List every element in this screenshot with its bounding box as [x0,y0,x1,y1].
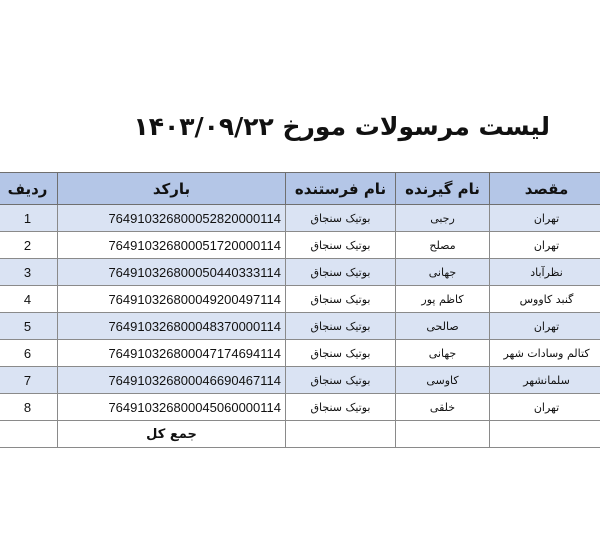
cell-sender: بوتیک سنجاق [286,367,396,394]
cell-sender: بوتیک سنجاق [286,394,396,421]
table-row [0,259,600,286]
cell-barcode: 764910326800049200497114 [58,286,286,313]
cell-sender: بوتیک سنجاق [286,205,396,232]
cell-receiver: مصلح [396,232,490,259]
cell-row-number: 7 [0,367,58,394]
table-row [0,394,600,421]
cell-row-number: 2 [0,232,58,259]
table-header-row [0,173,600,205]
cell-receiver: رجبی [396,205,490,232]
cell-barcode: 764910326800047174694114 [58,340,286,367]
cell-destination: کتالم وسادات شهر [490,340,600,367]
total-empty-cell [490,421,600,448]
total-empty-cell [286,421,396,448]
header-row: ردیف [0,173,58,205]
table-row [0,232,600,259]
cell-row-number: 4 [0,286,58,313]
cell-destination: تهران [490,232,600,259]
header-barcode: بارکد [58,173,286,205]
cell-barcode: 764910326800048370000114 [58,313,286,340]
shipments-table [0,172,600,448]
header-destination: مقصد [490,173,600,205]
table-row [0,205,600,232]
total-empty-cell [0,421,58,448]
cell-receiver: کاوسی [396,367,490,394]
total-empty-cell [396,421,490,448]
cell-destination: تهران [490,313,600,340]
cell-row-number: 6 [0,340,58,367]
header-receiver: نام گیرنده [396,173,490,205]
cell-receiver: جهانی [396,259,490,286]
cell-sender: بوتیک سنجاق [286,340,396,367]
cell-receiver: صالحی [396,313,490,340]
total-row [0,421,600,448]
cell-destination: تهران [490,205,600,232]
cell-destination: سلمانشهر [490,367,600,394]
table-row [0,367,600,394]
table-row [0,313,600,340]
page-title: لیست مرسولات مورخ ۱۴۰۳/۰۹/۲۲ [133,112,550,141]
cell-barcode: 764910326800051720000114 [58,232,286,259]
cell-receiver: جهانی [396,340,490,367]
cell-destination: نظرآباد [490,259,600,286]
table-row [0,340,600,367]
cell-destination: گنبد کاووس [490,286,600,313]
cell-sender: بوتیک سنجاق [286,286,396,313]
header-sender: نام فرستنده [286,173,396,205]
cell-destination: تهران [490,394,600,421]
cell-row-number: 8 [0,394,58,421]
cell-sender: بوتیک سنجاق [286,313,396,340]
cell-row-number: 5 [0,313,58,340]
cell-row-number: 3 [0,259,58,286]
cell-row-number: 1 [0,205,58,232]
cell-barcode: 764910326800046690467114 [58,367,286,394]
cell-receiver: کاظم پور [396,286,490,313]
cell-barcode: 764910326800045060000114 [58,394,286,421]
table-row [0,286,600,313]
cell-barcode: 764910326800052820000114 [58,205,286,232]
total-label: جمع کل [58,421,286,448]
cell-sender: بوتیک سنجاق [286,232,396,259]
cell-sender: بوتیک سنجاق [286,259,396,286]
cell-receiver: خلقی [396,394,490,421]
cell-barcode: 764910326800050440333114 [58,259,286,286]
